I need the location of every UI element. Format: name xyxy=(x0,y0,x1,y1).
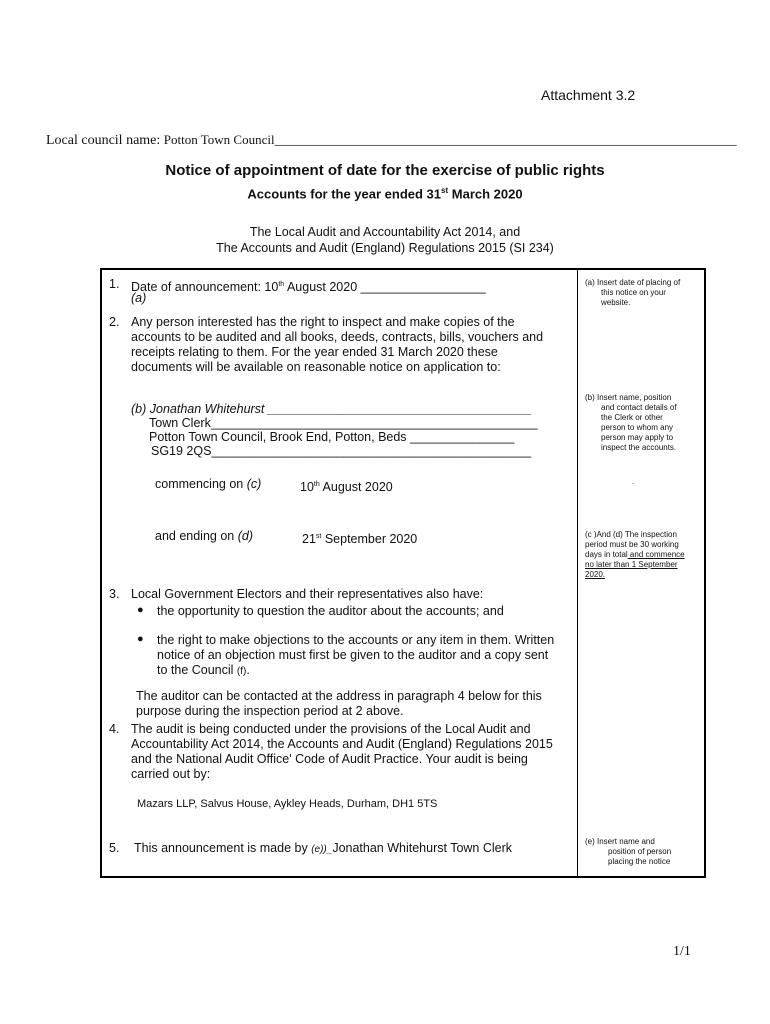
council-label: Local council name: xyxy=(46,133,161,148)
item-4-text xyxy=(131,722,553,782)
note-cd-line xyxy=(585,550,685,560)
item-4-line: The audit is being conducted under the provisions of the Local Audit and xyxy=(131,722,531,736)
item-2-line: receipts relating to them. For the year ended 31 March 2020 these xyxy=(131,345,498,359)
item-4-line: and the National Audit Office' Code of Audit Practice. Your audit is being xyxy=(131,752,528,766)
ending-month: September 2020 xyxy=(321,532,418,547)
note-a-line: website. xyxy=(601,298,631,307)
commencing-month: August 2020 xyxy=(319,480,393,495)
note-cd-plain: days in total xyxy=(585,550,628,559)
ref-f: (f) xyxy=(236,666,247,677)
bullet-2-line: to the Council xyxy=(157,663,237,677)
subtitle-text-end: March 2020 xyxy=(448,186,523,202)
note-e-line: (e) Insert name and xyxy=(585,837,655,846)
commencing-label xyxy=(155,477,261,492)
legislation-line-1: The Local Audit and Accountability Act 2014, and xyxy=(249,225,521,239)
item-3-note xyxy=(136,689,542,719)
note-b-line: person to whom any xyxy=(601,423,674,432)
commencing-day: 10 xyxy=(300,480,314,495)
ref-d: (d) xyxy=(237,529,253,543)
council-name: Potton Town Council xyxy=(163,132,275,147)
note-cd-line: (c )And (d) The inspection xyxy=(585,530,677,539)
contact-name xyxy=(131,402,532,417)
bullet-2-line: the right to make objections to the accounts or any item in them. Written xyxy=(157,633,555,647)
note-b-line: inspect the accounts. xyxy=(601,443,677,452)
note-b-line: and contact details of xyxy=(601,403,677,412)
announcement-date xyxy=(131,277,486,295)
note-b-line: the Clerk or other xyxy=(601,413,663,422)
item-2-line: accounts to be audited and all books, deeds, contracts, bills, vouchers and xyxy=(131,330,544,344)
note-a-line: (a) Insert date of placing of xyxy=(585,278,681,287)
contact-role: Town Clerk_______________________________________________ xyxy=(149,416,538,430)
ref-c: (c) xyxy=(246,477,262,491)
item-3-note-line: purpose during the inspection period at 2 above. xyxy=(136,704,404,718)
ending-text: and ending on xyxy=(155,529,238,543)
stray-dot: . xyxy=(632,477,635,486)
item-number-2: 2. xyxy=(109,315,120,329)
bullet-icon: ● xyxy=(137,633,144,645)
bullet-2-line: notice of an objection must first be given to the auditor and a copy sent xyxy=(157,648,549,662)
item-number-3: 3. xyxy=(109,587,120,601)
legislation-reference xyxy=(0,224,770,256)
note-cd-line: 2020. xyxy=(585,570,606,579)
announcement-label: Date of announcement: 10 xyxy=(131,280,279,295)
item-2-line: documents will be available on reasonable notice on application to: xyxy=(131,360,501,374)
page-title: Notice of appointment of date for the exercise of public rights xyxy=(165,162,605,179)
contact-postcode: SG19 2QS______________________________________________ xyxy=(151,444,532,458)
announcement-by xyxy=(134,841,512,857)
auditor-address: Mazars LLP, Salvus House, Aykley Heads, Durham, DH1 5TS xyxy=(137,798,438,810)
item-3-bullet-2 xyxy=(157,633,554,679)
item-4-line: carried out by: xyxy=(131,767,211,781)
note-b-line: (b) Insert name, position xyxy=(585,393,672,402)
ref-a: (a) xyxy=(131,291,147,305)
note-e-line: placing the notice xyxy=(608,857,671,866)
note-a-line: this notice on your xyxy=(601,288,666,297)
item-3-intro: Local Government Electors and their representatives also have: xyxy=(131,587,484,601)
item-number-1: 1. xyxy=(109,277,120,291)
column-divider xyxy=(577,270,578,876)
ending-day: 21 xyxy=(302,532,316,547)
council-name-line xyxy=(46,132,737,149)
item-3-note-line: The auditor can be contacted at the address in paragraph 4 below for this xyxy=(136,689,542,703)
subtitle-text: Accounts for the year ended 31 xyxy=(247,186,442,202)
bullet-2-end: . xyxy=(246,663,250,677)
ending-sup: st xyxy=(315,533,322,540)
contact-person: Jonathan Whitehurst ______________________________________ xyxy=(146,402,533,416)
note-cd-line: period must be 30 working xyxy=(585,540,679,549)
item-number-4: 4. xyxy=(109,722,120,736)
note-b-line: person may apply to xyxy=(601,433,674,442)
announcement-sup: th xyxy=(278,281,285,288)
bullet-icon: ● xyxy=(137,604,144,616)
legislation-line-2: The Accounts and Audit (England) Regulations 2015 (SI 234) xyxy=(216,241,554,255)
commencing-sup: th xyxy=(313,481,320,488)
item-2-line: Any person interested has the right to inspect and make copies of the xyxy=(131,315,515,329)
commencing-text: commencing on xyxy=(155,477,247,491)
announcement-by-name: Jonathan Whitehurst Town Clerk xyxy=(332,841,513,855)
page-number: 1/1 xyxy=(673,944,691,959)
item-4-line: Accountability Act 2014, the Accounts and Audit (England) Regulations 2015 xyxy=(131,737,553,751)
item-2-text xyxy=(131,315,543,375)
ending-label xyxy=(155,529,253,544)
council-underline: __________________________________________________________________ xyxy=(274,133,737,148)
subtitle-sup: st xyxy=(441,186,449,195)
item-3-bullet-1: the opportunity to question the auditor about the accounts; and xyxy=(157,604,504,618)
note-cd-underlined: and commence xyxy=(627,550,685,559)
ref-b: (b) xyxy=(131,402,147,416)
attachment-label: Attachment 3.2 xyxy=(541,87,636,103)
note-cd-line: no later than 1 September xyxy=(585,560,678,569)
announcement-by-label: This announcement is made by xyxy=(134,841,312,855)
ending-date xyxy=(302,529,417,547)
announcement-value: August 2020 __________________ xyxy=(284,280,486,295)
ref-e: (e))_ xyxy=(311,844,333,855)
page-subtitle xyxy=(0,186,770,201)
item-number-5: 5. xyxy=(109,841,120,855)
note-e-line: position of person xyxy=(608,847,672,856)
commencing-date xyxy=(300,477,393,495)
contact-address: Potton Town Council, Brook End, Potton, Beds _______________ xyxy=(149,430,515,444)
